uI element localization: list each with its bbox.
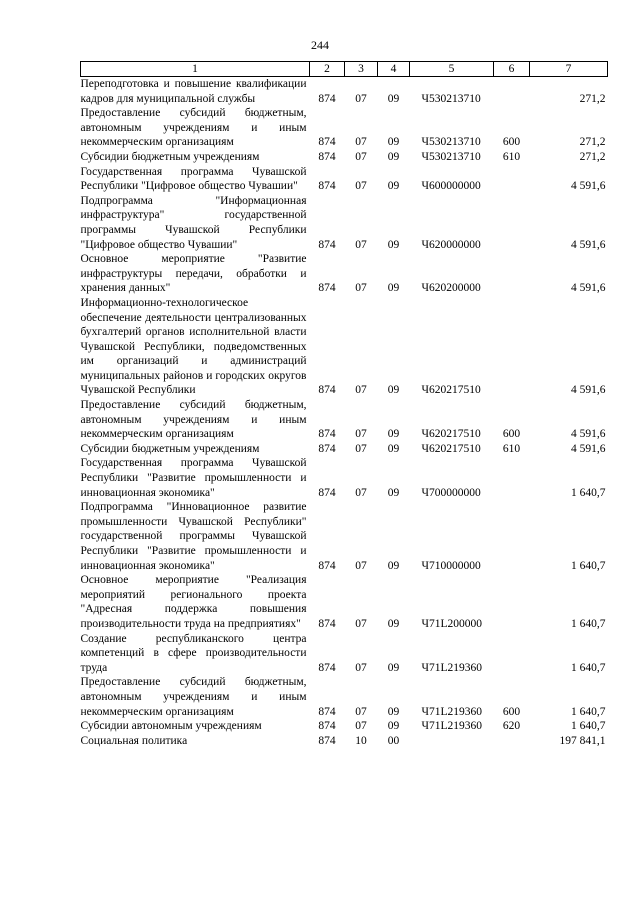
- table-row: [81, 398, 608, 442]
- row-name-cell: Основное мероприятие "Развитие инфраструктуры передачи, обработки и хранения данных": [80, 253, 307, 295]
- row-pr-cell: 09: [387, 282, 400, 295]
- row-gr-cell: 874: [318, 734, 336, 747]
- row-name-cell: Подпрограмма "Инновационное развитие промышленности Чувашской Республики" государственной программы Чувашской Республики "Развитие промышленности и инновационная экономика": [80, 501, 307, 572]
- row-gr-cell: 874: [318, 180, 336, 193]
- header-col-3: 3: [345, 62, 378, 77]
- row-name-cell: Информационно-технологическое обеспечение деятельности централизованных бухгалтерий органов исполнительной власти Чувашской Республики, подведомственных им организаций и администраций муниципальных районов и городских округов Чувашской Республики: [80, 296, 307, 397]
- row-sum-cell: 4 591,6: [571, 428, 606, 441]
- header-col-7: 7: [530, 62, 608, 77]
- table-row: [81, 150, 608, 165]
- row-pr-cell: 09: [387, 92, 400, 105]
- row-csr-cell: Ч600000000: [421, 180, 481, 193]
- row-csr-cell: Ч700000000: [421, 486, 481, 499]
- row-name-cell: Переподготовка и повышение квалификации кадров для муниципальной службы: [80, 78, 307, 105]
- row-vr-cell: 600: [502, 136, 521, 149]
- row-rz-cell: 07: [355, 442, 367, 455]
- row-csr-cell: Ч620217510: [421, 384, 481, 397]
- row-gr-cell: 874: [318, 136, 336, 149]
- row-vr-cell: [494, 165, 530, 194]
- row-sum-cell: 4 591,6: [571, 180, 606, 193]
- row-csr-cell: Ч710000000: [421, 559, 481, 572]
- table-row: [81, 165, 608, 194]
- row-pr-cell: 09: [387, 720, 400, 733]
- row-csr-cell: [410, 734, 494, 749]
- row-sum-cell: 4 591,6: [571, 238, 606, 251]
- row-csr-cell: Ч71L219360: [421, 720, 482, 733]
- row-gr-cell: 874: [318, 559, 336, 572]
- row-csr-cell: Ч620000000: [421, 238, 481, 251]
- row-gr-cell: 874: [318, 705, 336, 718]
- row-name-cell: Создание республиканского центра компетенций в сфере производительности труда: [80, 632, 307, 674]
- budget-table: [80, 61, 608, 748]
- row-vr-cell: 610: [502, 442, 521, 455]
- row-vr-cell: 610: [502, 150, 521, 163]
- row-gr-cell: 874: [318, 486, 336, 499]
- row-gr-cell: 874: [318, 282, 336, 295]
- page-number: 244: [311, 38, 329, 52]
- row-sum-cell: 197 841,1: [559, 734, 606, 747]
- row-pr-cell: 09: [387, 705, 400, 718]
- row-pr-cell: 09: [387, 136, 400, 149]
- row-rz-cell: 07: [355, 617, 367, 630]
- row-csr-cell: Ч530213710: [421, 136, 481, 149]
- row-name-cell: Предоставление субсидий бюджетным, автономным учреждениям и иным некоммерческим организациям: [80, 107, 307, 149]
- table-row: [81, 106, 608, 150]
- row-pr-cell: 00: [387, 734, 400, 747]
- row-rz-cell: 07: [355, 282, 367, 295]
- header-col-2: 2: [310, 62, 345, 77]
- row-vr-cell: [494, 500, 530, 573]
- row-rz-cell: 07: [355, 720, 367, 733]
- row-csr-cell: Ч71L219360: [421, 661, 482, 674]
- row-csr-cell: Ч71L219360: [421, 705, 482, 718]
- row-sum-cell: 1 640,7: [571, 486, 606, 499]
- header-col-1: 1: [81, 62, 310, 77]
- row-sum-cell: 1 640,7: [571, 559, 606, 572]
- row-sum-cell: 4 591,6: [571, 384, 606, 397]
- table-row: [81, 500, 608, 573]
- row-vr-cell: 600: [502, 428, 521, 441]
- row-pr-cell: 09: [387, 384, 400, 397]
- row-csr-cell: Ч620217510: [421, 442, 481, 455]
- row-vr-cell: [494, 632, 530, 676]
- table-body: [81, 77, 608, 749]
- row-name-cell: Основное мероприятие "Реализация мероприятий регионального проекта "Адресная поддержка повышения производительности труда на предприятиях": [80, 574, 307, 630]
- row-name-cell: Социальная политика: [80, 734, 188, 747]
- row-vr-cell: [494, 252, 530, 296]
- row-gr-cell: 874: [318, 384, 336, 397]
- row-name-cell: Подпрограмма "Информационная инфраструктура" государственной программы Чувашской Республики "Цифровое общество Чувашии": [80, 194, 307, 251]
- row-sum-cell: 271,2: [579, 136, 606, 149]
- row-vr-cell: [494, 573, 530, 631]
- row-rz-cell: 07: [355, 486, 367, 499]
- row-sum-cell: 1 640,7: [571, 617, 606, 630]
- row-csr-cell: Ч620200000: [421, 282, 481, 295]
- table-row: [81, 456, 608, 500]
- row-rz-cell: 07: [355, 180, 367, 193]
- row-sum-cell: 271,2: [579, 150, 606, 163]
- table-row: [81, 194, 608, 252]
- row-pr-cell: 09: [387, 661, 400, 674]
- row-pr-cell: 09: [387, 180, 400, 193]
- row-vr-cell: [494, 194, 530, 252]
- table-row: [81, 252, 608, 296]
- header-col-5: 5: [410, 62, 494, 77]
- row-gr-cell: 874: [318, 238, 336, 251]
- row-name-cell: Предоставление субсидий бюджетным, автономным учреждениям и иным некоммерческим организациям: [80, 676, 307, 718]
- row-name-cell: Субсидии бюджетным учреждениям: [80, 442, 260, 455]
- row-gr-cell: 874: [318, 617, 336, 630]
- row-csr-cell: Ч620217510: [421, 428, 481, 441]
- table-row: [81, 296, 608, 398]
- row-name-cell: Субсидии бюджетным учреждениям: [80, 150, 260, 163]
- row-gr-cell: 874: [318, 661, 336, 674]
- row-vr-cell: 620: [502, 720, 521, 733]
- row-rz-cell: 07: [355, 136, 367, 149]
- row-pr-cell: 09: [387, 617, 400, 630]
- table-row: [81, 734, 608, 749]
- row-gr-cell: 874: [318, 150, 336, 163]
- row-gr-cell: 874: [318, 442, 336, 455]
- row-rz-cell: 07: [355, 661, 367, 674]
- row-pr-cell: 09: [387, 238, 400, 251]
- row-csr-cell: Ч71L200000: [421, 617, 482, 630]
- row-gr-cell: 874: [318, 428, 336, 441]
- row-pr-cell: 09: [387, 559, 400, 572]
- row-gr-cell: 874: [318, 92, 336, 105]
- table-row: [81, 719, 608, 734]
- row-csr-cell: Ч530213710: [421, 92, 481, 105]
- row-rz-cell: 10: [355, 734, 367, 747]
- row-name-cell: Предоставление субсидий бюджетным, автономным учреждениям и иным некоммерческим организациям: [80, 399, 307, 441]
- row-vr-cell: [494, 77, 530, 107]
- row-pr-cell: 09: [387, 442, 400, 455]
- row-sum-cell: 4 591,6: [571, 442, 606, 455]
- row-vr-cell: [494, 734, 530, 749]
- row-name-cell: Государственная программа Чувашской Республики "Цифровое общество Чувашии": [80, 165, 307, 193]
- header-col-6: 6: [494, 62, 530, 77]
- row-sum-cell: 1 640,7: [571, 720, 606, 733]
- row-pr-cell: 09: [387, 428, 400, 441]
- row-csr-cell: Ч530213710: [421, 150, 481, 163]
- row-sum-cell: 1 640,7: [571, 661, 606, 674]
- row-rz-cell: 07: [355, 150, 367, 163]
- table-row: [81, 442, 608, 457]
- row-rz-cell: 07: [355, 428, 367, 441]
- row-rz-cell: 07: [355, 384, 367, 397]
- row-rz-cell: 07: [355, 705, 367, 718]
- header-col-4: 4: [378, 62, 410, 77]
- row-sum-cell: 1 640,7: [571, 705, 606, 718]
- table-header-row: [81, 62, 608, 77]
- row-pr-cell: 09: [387, 150, 400, 163]
- row-pr-cell: 09: [387, 486, 400, 499]
- row-sum-cell: 271,2: [579, 92, 606, 105]
- row-name-cell: Государственная программа Чувашской Республики "Развитие промышленности и инновационная экономика": [80, 457, 307, 499]
- row-rz-cell: 07: [355, 92, 367, 105]
- row-vr-cell: 600: [502, 705, 521, 718]
- row-vr-cell: [494, 456, 530, 500]
- table-row: [81, 675, 608, 719]
- row-vr-cell: [494, 296, 530, 398]
- row-name-cell: Субсидии автономным учреждениям: [80, 720, 262, 733]
- row-rz-cell: 07: [355, 559, 367, 572]
- table-row: [81, 632, 608, 676]
- row-gr-cell: 874: [318, 720, 336, 733]
- row-sum-cell: 4 591,6: [571, 282, 606, 295]
- table-row: [81, 77, 608, 107]
- row-rz-cell: 07: [355, 238, 367, 251]
- table-row: [81, 573, 608, 631]
